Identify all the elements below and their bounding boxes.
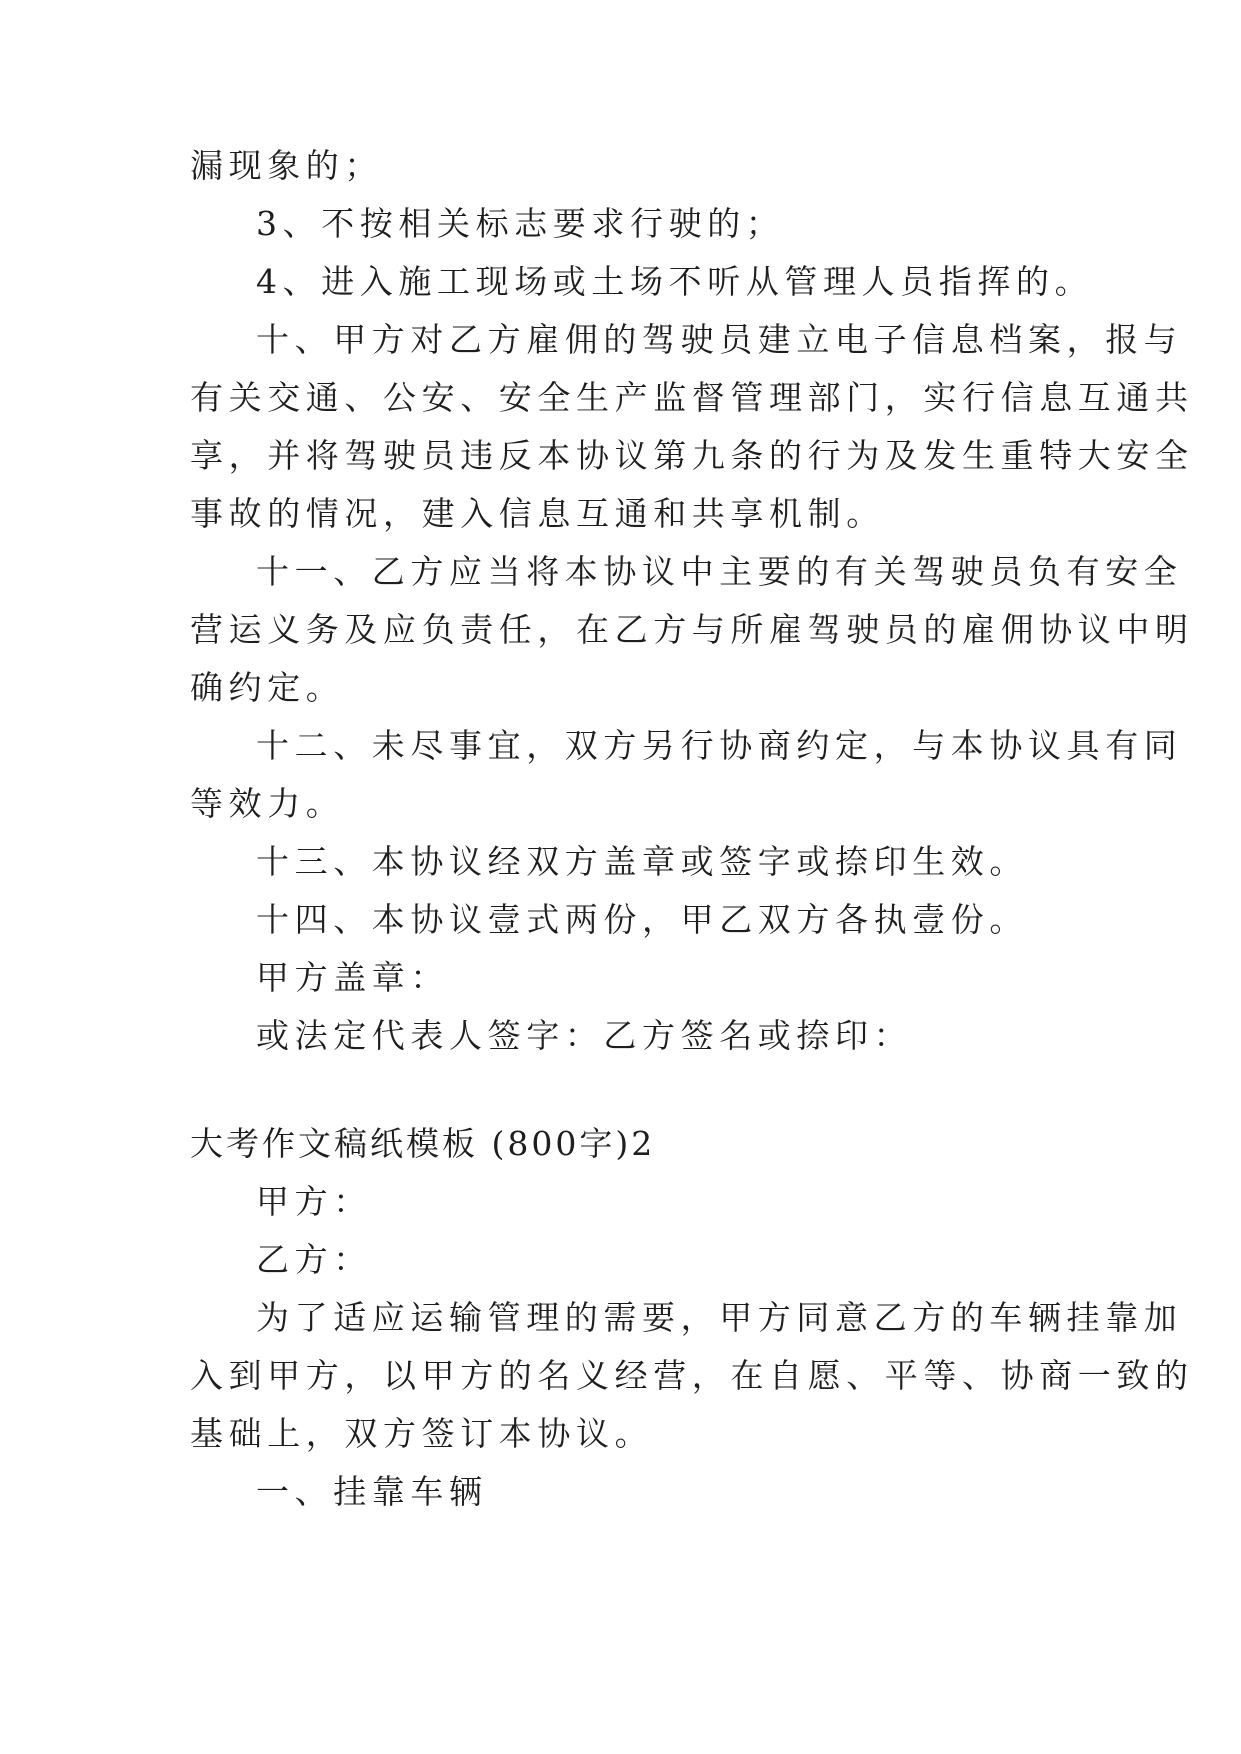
paragraph-line: 营运义务及应负责任，在乙方与所雇驾驶员的雇佣协议中明 [190,610,1194,649]
paragraph-line: 一、挂靠车辆 [256,1472,488,1511]
paragraph-line: 4、进入施工现场或土场不听从管理人员指挥的。 [256,262,1094,301]
section-title: 大考作文稿纸模板 (800字)2 [190,1124,656,1163]
paragraph-line: 十四、本协议壹式两份，甲乙双方各执壹份。 [256,900,1028,939]
paragraph-line: 基础上，双方签订本协议。 [190,1414,654,1453]
paragraph-line: 入到甲方，以甲方的名义经营，在自愿、平等、协商一致的 [190,1356,1194,1395]
paragraph-line: 有关交通、公安、安全生产监督管理部门，实行信息互通共 [190,378,1194,417]
paragraph-line: 十一、乙方应当将本协议中主要的有关驾驶员负有安全 [256,552,1183,591]
paragraph-line: 十三、本协议经双方盖章或签字或捺印生效。 [256,842,1028,881]
paragraph-line: 乙方： [256,1240,372,1279]
paragraph-line: 为了适应运输管理的需要，甲方同意乙方的车辆挂靠加 [256,1298,1183,1337]
paragraph-line: 十、甲方对乙方雇佣的驾驶员建立电子信息档案，报与 [256,320,1183,359]
paragraph-line: 事故的情况，建入信息互通和共享机制。 [190,494,885,533]
paragraph-line: 甲方盖章： [256,958,449,997]
paragraph-line: 甲方： [256,1182,372,1221]
paragraph-line: 3、不按相关标志要求行驶的； [256,204,785,243]
paragraph-line: 等效力。 [190,784,345,823]
paragraph-line: 确约定。 [190,668,345,707]
paragraph-line: 漏现象的； [190,146,383,185]
paragraph-line: 十二、未尽事宜，双方另行协商约定，与本协议具有同 [256,726,1183,765]
paragraph-line: 或法定代表人签字：乙方签名或捺印： [256,1016,913,1055]
paragraph-line: 享，并将驾驶员违反本协议第九条的行为及发生重特大安全 [190,436,1194,475]
